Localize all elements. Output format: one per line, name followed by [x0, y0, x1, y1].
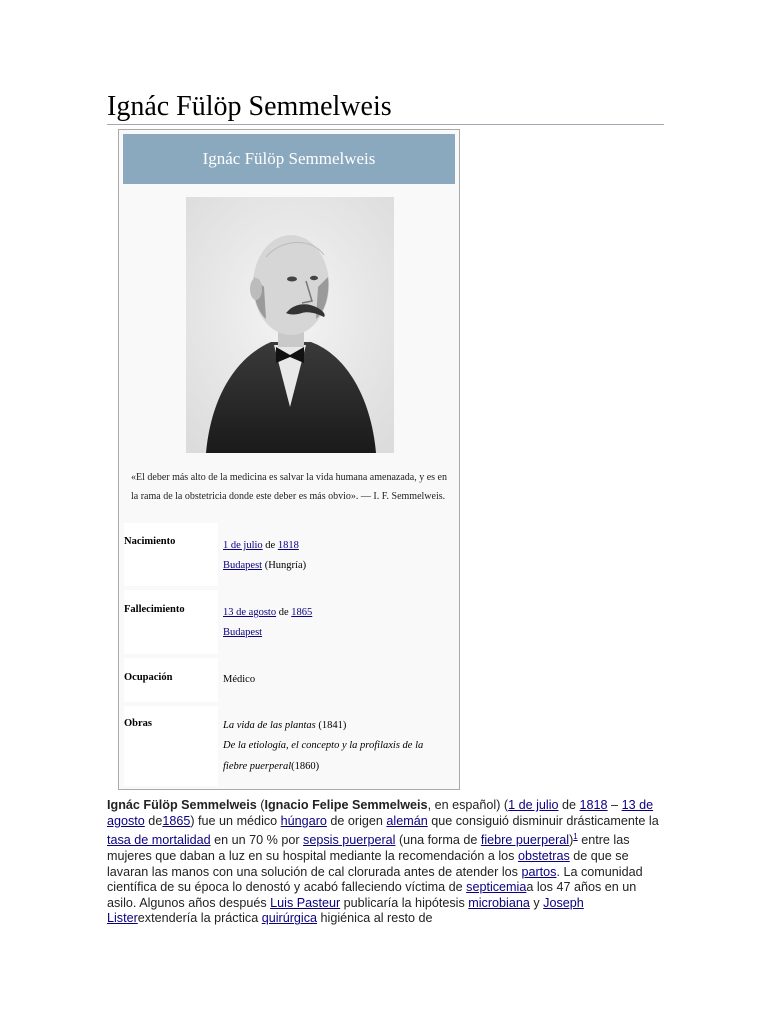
birth-year-link[interactable]: 1818	[277, 540, 299, 551]
link-death-year[interactable]: 1865	[162, 813, 191, 828]
link-fiebre-puerperal[interactable]: fiebre puerperal	[480, 833, 570, 848]
link-birth-date[interactable]: 1 de julio	[508, 798, 559, 812]
link-obstetras[interactable]: obstetras	[517, 848, 570, 863]
birth-date-link[interactable]: 1 de julio	[223, 540, 263, 551]
infobox-header: Ignác Fülöp Semmelweis	[123, 134, 455, 184]
link-birth-year[interactable]: 1818	[579, 798, 608, 812]
row-value-obras: La vida de las plantas (1841) De la etiología, el concepto y la profilaxis de la fiebre puerperal(1860)	[218, 706, 455, 786]
row-label-obras: Obras	[124, 706, 218, 786]
link-aleman[interactable]: alemán	[386, 813, 428, 828]
row-value-fallecimiento: 13 de agosto de 1865 Budapest	[218, 590, 455, 654]
infobox-quote: «El deber más alto de la medicina es salvar la vida humana amenazada, y es en la rama de la obstetricia donde este deber es más obvio». — I. F. Semmelweis.	[131, 472, 447, 502]
article-intro-paragraph: Ignác Fülöp Semmelweis (Ignacio Felipe Semmelweis, en español) (1 de julio de 1818 – 13 de agosto de1865) fue un médico húngaro de origen alemán que consiguió disminuir drásticamente la tasa de mortalidad en un 70 % por sepsis puerperal (una forma de fiebre puerperal)$^1$ entre las mujeres que daban a luz en su hospital mediante la recomendación a los obstetras de que se lavaran las manos con una solución de cal clorurada antes de atender los partos. La comunidad científica de su época lo denostó y acabó falleciendo víctima de septicemiaa los 47 años en un asilo. Algunos años después Luis Pasteur publicaría la hipótesis microbiana y Joseph Listerextendería la práctica quirúrgica higiénica al resto de	[107, 798, 659, 926]
death-year-link[interactable]: 1865	[291, 607, 313, 618]
work-2-title-cont: fiebre puerperal	[223, 761, 292, 772]
portrait-drawing	[186, 197, 394, 453]
link-septicemia[interactable]: septicemia	[466, 880, 527, 895]
row-label-ocupacion: Ocupación	[124, 658, 218, 702]
infobox	[118, 129, 460, 790]
link-tasa-de-mortalidad[interactable]: tasa de mortalidad	[107, 833, 211, 848]
death-date-link[interactable]: 13 de agosto	[223, 607, 277, 618]
link-quirurgica[interactable]: quirúrgica	[261, 911, 318, 926]
row-label-fallecimiento: Fallecimiento	[124, 590, 218, 654]
page-title: Ignác Fülöp Semmelweis	[107, 90, 664, 125]
footnote-link[interactable]: 1	[573, 832, 578, 842]
link-joseph-lister[interactable]: Joseph Lister	[107, 895, 584, 926]
link-hungaro[interactable]: húngaro	[280, 813, 327, 828]
link-sepsis-puerperal[interactable]: sepsis puerperal	[303, 833, 396, 848]
row-label-nacimiento: Nacimiento	[124, 523, 218, 586]
death-place-link[interactable]: Budapest	[223, 627, 263, 638]
link-microbiana[interactable]: microbiana	[468, 895, 530, 910]
work-1-title: La vida de las plantas	[223, 720, 316, 731]
row-value-nacimiento: 1 de julio de 1818 Budapest (Hungría)	[218, 523, 455, 586]
work-2-title: De la etiología, el concepto y la profilaxis de la	[223, 740, 424, 751]
link-partos[interactable]: partos	[521, 864, 557, 879]
portrait-image	[186, 197, 394, 453]
link-death-date[interactable]: 13 de agosto	[107, 798, 654, 828]
birth-place-link[interactable]: Budapest	[223, 560, 263, 571]
link-luis-pasteur[interactable]: Luis Pasteur	[270, 895, 341, 910]
row-value-ocupacion: Médico	[218, 658, 455, 702]
